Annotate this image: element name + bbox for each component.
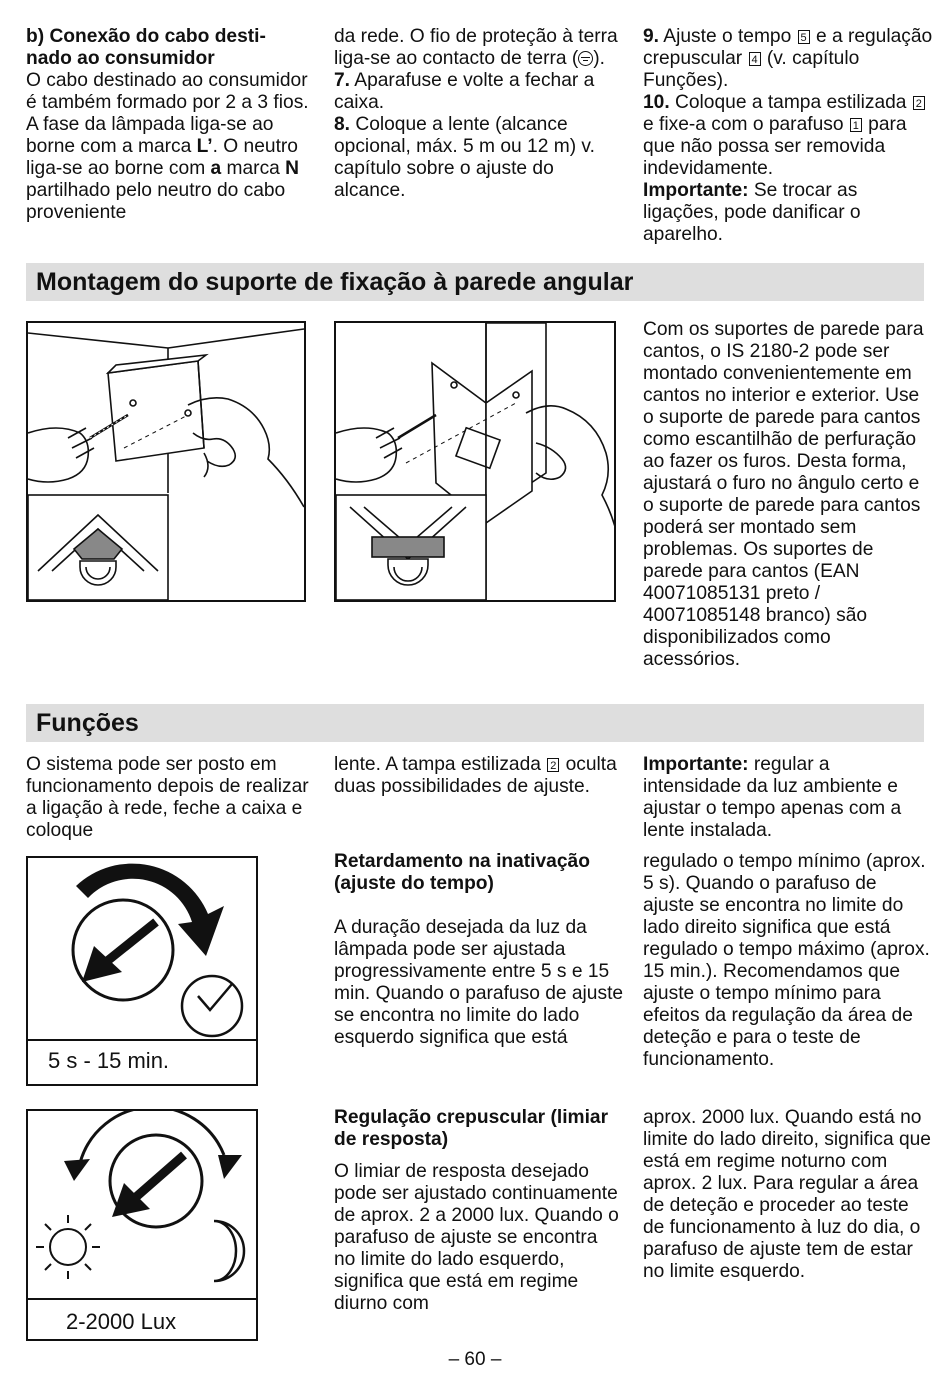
delay-text: A duração desejada da luz da lâmpada pode ser ajustada progressivamente entre 5 s e 15 min. Quando o parafuso de ajuste se encontra no limite do lado esquerdo significa que está xyxy=(334,917,624,1048)
functions-col-2-intro xyxy=(334,754,624,798)
step-10: 10. Coloque a tampa estilizada 2 e fixe-a com o parafuso 1 para que não possa ser removida indevidamente. xyxy=(643,92,933,180)
time-range-caption: 5 s - 15 min. xyxy=(48,1048,170,1073)
functions-col-1-intro xyxy=(26,754,316,842)
wall-bracket-paragraph: Com os suportes de parede para cantos, o IS 2180-2 pode ser montado convenientemente em cantos no interior e exterior. Use o suporte de parede para cantos como escantilhão de perfuração ao fazer os furos. Desta forma, ajustará o furo no ângulo certo e o suporte de parede para cantos poderá ser montado sem problemas. Os suportes de parede para cantos (EAN 40071085131 preto / 40071085148 branco) são disponibilizados como acessórios. xyxy=(643,319,924,670)
page-number: – 60 – xyxy=(448,1349,502,1370)
wall-bracket-text xyxy=(643,319,933,671)
time-adjust-dial-icon xyxy=(28,858,256,1042)
twilight-dial-icon xyxy=(28,1111,256,1301)
dusk-text-cont: aprox. 2000 lux. Quando está no limite do lado direito, significa que está em regime noturno com aprox. 2 lux. Para regular a área de deteção e proceder ao teste de funcionamento à luz do dia, o parafuso de ajuste tem de estar no limite esquerdo. xyxy=(643,1107,931,1282)
outside-corner-illustration xyxy=(334,321,616,602)
dusk-adjust-figure xyxy=(26,1109,258,1341)
step-9: 9. Ajuste o tempo 5 e a regulação crepuscular 4 (v. capítulo Funções). xyxy=(643,26,933,91)
dusk-text-col-3 xyxy=(643,1107,933,1283)
earth-text: da rede. O fio de proteção à terra liga-se ao contacto de terra ( ). xyxy=(334,26,618,69)
top-col-1 xyxy=(26,26,318,224)
top-col-2 xyxy=(334,26,624,202)
step-7: 7. Aparafuse e volte a fechar a caixa. xyxy=(334,70,595,113)
connection-text: O cabo destinado ao consumidor é também formado por 2 a 3 fios. A fase da lâmpada liga-se ao borne com a marca L’. O neutro liga-se ao borne com a marca N partilhado pelo neutro do cabo proveniente xyxy=(26,70,309,223)
important-note: Importante: Se trocar as ligações, pode danificar o aparelho. xyxy=(643,180,861,245)
functions-important: Importante: regular a intensidade da luz ambiente e ajustar o tempo apenas com a lente instalada. xyxy=(643,754,902,841)
section-title-functions: Funções xyxy=(26,704,924,742)
inside-corner-illustration xyxy=(26,321,306,602)
lux-range-caption: 2-2000 Lux xyxy=(66,1309,177,1334)
drill-bracket-outside-icon xyxy=(336,323,614,600)
delay-text-cont: regulado o tempo mínimo (aprox. 5 s). Quando o parafuso de ajuste se encontra no limite do lado direito significa que está regulado o tempo máximo (aprox. 15 min.). Recomendamos que ajuste o tempo mínimo para efeitos da regulação da área de deteção e para o teste de funcionamento. xyxy=(643,851,930,1070)
section-title-wall-bracket: Montagem do suporte de fixação à parede angular xyxy=(26,263,924,301)
drill-bracket-inside-icon xyxy=(28,323,304,600)
dusk-heading: Regulação crepuscular (limiar de resposta) xyxy=(334,1107,609,1150)
time-adjust-figure xyxy=(26,856,258,1086)
delay-heading: Retardamento na inativação (ajuste do tempo) xyxy=(334,851,590,894)
functions-col-3-intro xyxy=(643,754,933,842)
earth-ground-icon xyxy=(578,51,593,66)
delay-text-col-3 xyxy=(643,851,933,1071)
delay-text-col xyxy=(334,851,624,1049)
step-8: 8. Coloque a lente (alcance opcional, máx. 5 m ou 12 m) v. capítulo sobre o ajuste do alcance. xyxy=(334,114,595,201)
connection-heading: b) Conexão do cabo desti- nado ao consumidor xyxy=(26,26,266,69)
functions-intro-cont: lente. A tampa estilizada 2 oculta duas possibilidades de ajuste. xyxy=(334,754,617,797)
dusk-text-col xyxy=(334,1107,624,1315)
top-col-3 xyxy=(643,26,933,246)
dusk-text: O limiar de resposta desejado pode ser ajustado continuamente de aprox. 2 a 2000 lux. Quando o parafuso de ajuste se encontra no limite do lado esquerdo, significa que está em regime diurno com xyxy=(334,1161,619,1314)
functions-intro-text: O sistema pode ser posto em funcionamento depois de realizar a ligação à rede, feche a caixa e coloque xyxy=(26,754,309,841)
